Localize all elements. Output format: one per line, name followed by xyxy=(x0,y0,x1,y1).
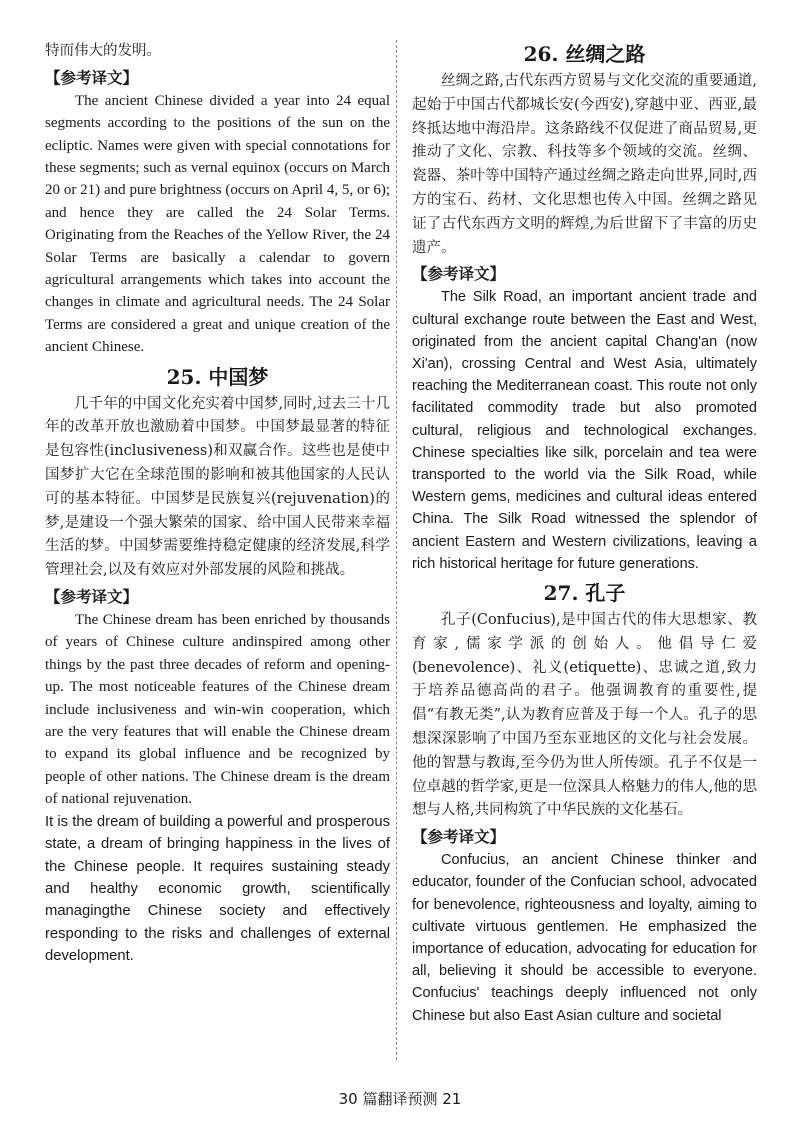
carry-over-text: 特而伟大的发明。 xyxy=(45,43,161,59)
chinese-dream-translation-part1: The Chinese dream has been enriched by thousands of years of Chinese culture andinspired among other things by the past three decades of reform and opening-up. The most noticeable features of the Chinese dream include inclusiveness and win-win cooperation, which are the very features that will enable the Chinese dream to expand its global influence and be recognized by people of other nations. The Chinese dream is the dream of national rejuvenation. xyxy=(45,612,390,808)
confucius-source-text: 孔子(Confucius),是中国古代的伟大思想家、教育家,儒家学派的创始人。他倡导仁爱(benevolence)、礼义(etiquette)、忠诚之道,致力于培养品德高尚的君子。他强调教育的重要性,提倡“有教无类”,认为教育应普及于每一个人。孔子的思想深深影响了中国乃至东亚地区的文化与社会发展。他的智慧与教诲,至今仍为世人所传颂。孔子不仅是一位卓越的哲学家,更是一位深具人格魅力的伟人,他的思想与人格,共同构筑了中华民族的文化基石。 xyxy=(412,612,757,819)
chinese-dream-source-text: 几千年的中国文化充实着中国梦,同时,过去三十几年的改革开放也激励着中国梦。中国梦最显著的特征是包容性(inclusiveness)和双赢合作。这些也是使中国梦扩大它在全球范围的影响和被其他国家的人民认可的基本特征。中国梦是民族复兴(rejuvenation)的梦,是建设一个强大繁荣的国家、给中国人民带来幸福生活的梦。中国梦需要维持稳定健康的经济发展,科学管理社会,以及有效应对外部发展的风险和挑战。 xyxy=(45,395,390,579)
silk-road-source-text: 丝绸之路,古代东西方贸易与文化交流的重要通道,起始于中国古代都城长安(今西安),穿越中亚、西亚,最终抵达地中海沿岸。这条路线不仅促进了商品贸易,更推动了文化、宗教、科技等多个领域的交流。丝绸、瓷器、茶叶等中国特产通过丝绸之路走向世界,同时,西方的宝石、药材、文化思想也传入中国。丝绸之路见证了古代东西方文明的辉煌,为后世留下了丰富的历史遗产。 xyxy=(412,73,757,256)
left-column xyxy=(45,40,390,968)
reference-translation-label: 【参考译文】 xyxy=(412,827,506,847)
section-heading-25: 25. 中国梦 xyxy=(166,364,269,389)
section-heading-27: 27. 孔子 xyxy=(543,581,626,606)
reference-translation-label: 【参考译文】 xyxy=(45,67,139,87)
column-divider xyxy=(396,40,397,1060)
chinese-dream-translation-part2: It is the dream of building a powerful and prosperous state, a dream of bringing happiness in the lives of the Chinese people. It requires sustaining steady and healthy economic growth, scientifically managingthe Chinese society and effectively responding to the risks and challenges of external development. xyxy=(45,813,390,965)
right-column xyxy=(412,40,757,1027)
section-heading-26: 26. 丝绸之路 xyxy=(523,42,646,66)
silk-road-translation: The Silk Road, an important ancient trade and cultural exchange route between the East and West, originated from the ancient capital Chang'an (now Xi'an), crossing Central and West Asia, ultimately reaching the Mediterranean coast. This route not only facilitated commodity trade but also promoted cultural, religious and technological exchanges. Chinese specialties like silk, porcelain and tea were transported to the world via the Silk Road, while Western gems, medicines and cultural ideas entered China. The Silk Road witnessed the splendor of ancient Eastern and Western civilizations, leaving a rich historical heritage for future generations. xyxy=(412,289,757,572)
reference-translation-label: 【参考译文】 xyxy=(45,587,139,607)
confucius-translation: Confucius, an ancient Chinese thinker and educator, founder of the Confucian school, advocated for benevolence, righteousness and loyalty, aiming to cultivate virtuous gentlemen. He emphasized the importance of education, advocating for education for all, believing it should be accessible to everyone. Confucius' teachings deeply influenced not only Chinese but also East Asian culture and societal xyxy=(412,852,757,1024)
solar-terms-translation: The ancient Chinese divided a year into 24 equal segments according to the positions of the sun on the ecliptic. Names were given with special connotations for these segments; such as vernal equinox (occurs on March 20 or 21) and pure brightness (occurs on April 4, 5, or 6); and hence they are called the 24 Solar Terms. Originating from the Reaches of the Yellow River, the 24 Solar Terms are basically a calendar to govern agricultural arrangements which takes into account the changes in climate and agricultural needs. The 24 Solar Terms are considered a great and unique creation of the ancient Chinese. xyxy=(45,92,390,356)
reference-translation-label: 【参考译文】 xyxy=(412,264,506,284)
page-footer: 30 篇翻译预测 21 xyxy=(338,1090,462,1108)
